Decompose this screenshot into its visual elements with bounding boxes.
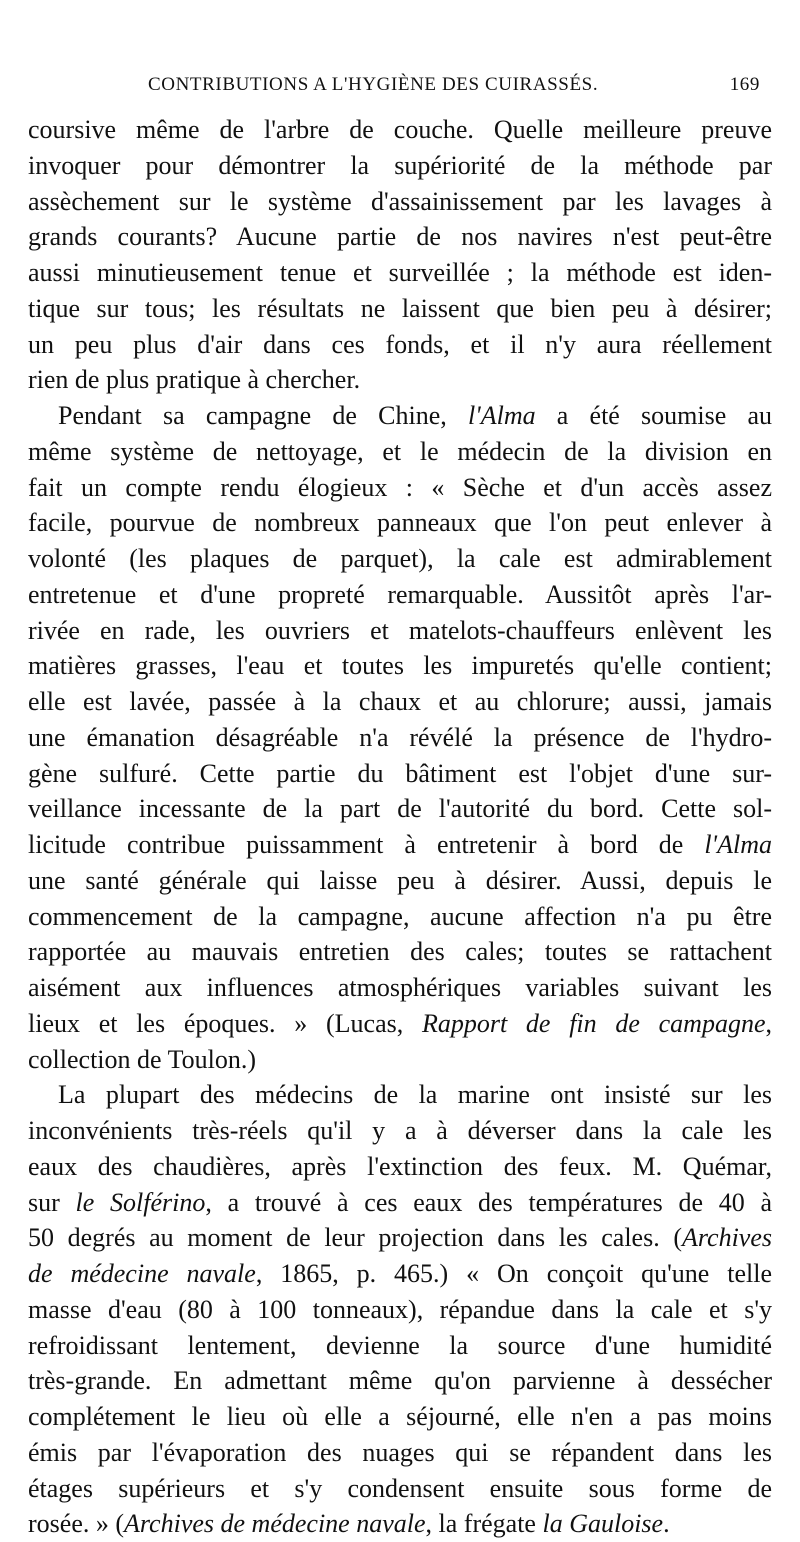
italic-text: la Gauloise — [542, 1509, 664, 1539]
text-segment: une santé générale qui laisse peu à désirer. Aussi, depuis le — [28, 865, 772, 895]
text-line — [28, 1506, 772, 1542]
text-line — [28, 1471, 772, 1507]
text-line — [28, 434, 772, 470]
text-segment: rosée. » ( — [28, 1509, 125, 1539]
text-line — [28, 1185, 772, 1221]
body-text — [28, 112, 772, 1542]
text-segment: étages supérieurs et s'y condensent ensuite sous forme de — [28, 1473, 772, 1503]
text-segment: aussi minutieusement tenue et surveillée ; la méthode est iden- — [28, 258, 772, 287]
text-line — [28, 684, 772, 720]
text-segment: Pendant sa campagne de Chine, — [58, 401, 468, 430]
text-segment: fait un compte rendu élogieux : « Sèche et d'un accès assez — [28, 472, 772, 502]
text-line — [28, 970, 772, 1006]
text-segment: a été soumise au — [535, 401, 773, 430]
text-segment: masse d'eau (80 à 100 tonneaux), répandue dans la cale et s'y — [28, 1294, 772, 1324]
text-line — [28, 291, 772, 327]
text-segment: émis par l'évaporation des nuages qui se répandent dans les — [28, 1437, 772, 1467]
text-line — [28, 577, 772, 613]
text-segment: volonté (les plaques de parquet), la cale est admirablement — [28, 544, 772, 573]
text-segment: eaux des chaudières, après l'extinction des feux. M. Quémar, — [28, 1151, 772, 1181]
text-line — [28, 112, 772, 148]
text-segment: rivée en rade, les ouvriers et matelots-chauffeurs enlèvent les — [28, 615, 772, 645]
italic-text: l'Alma — [704, 830, 772, 859]
text-segment: rien de plus pratique à chercher. — [28, 365, 361, 395]
text-line — [28, 1328, 772, 1364]
text-line — [28, 827, 772, 863]
text-segment: une émanation désagréable n'a révélé la présence de l'hydro- — [28, 722, 772, 752]
text-segment: 50 degrés au moment de leur projection dans les cales. ( — [28, 1223, 682, 1253]
italic-text: de médecine navale — [28, 1259, 256, 1288]
text-segment: collection de Toulon.) — [28, 1044, 257, 1074]
text-segment: très-grande. En admettant même qu'on parvienne à dessécher — [28, 1366, 772, 1396]
text-segment: matières grasses, l'eau et toutes les impuretés qu'elle contient; — [28, 651, 772, 681]
text-segment: grands courants? Aucune partie de nos navires n'est peut-être — [28, 222, 772, 252]
text-segment: La plupart des médecins de la marine ont insisté sur les — [58, 1080, 772, 1110]
text-segment: complétement le lieu où elle a séjourné, elle n'en a pas moins — [28, 1402, 772, 1431]
text-segment: entretenue et d'une propreté remarquable. Aussitôt après l'ar- — [28, 579, 772, 609]
text-segment: elle est lavée, passée à la chaux et au chlorure; aussi, jamais — [28, 687, 772, 716]
text-segment: lieux et les époques. » (Lucas, — [28, 1008, 422, 1038]
text-segment: veillance incessante de la part de l'autorité du bord. Cette sol- — [28, 794, 772, 824]
text-segment: un peu plus d'air dans ces fonds, et il n'y aura réellement — [28, 329, 772, 359]
page-number: 169 — [729, 74, 760, 95]
text-line — [28, 1113, 772, 1149]
text-segment: licitude contribue puissamment à entretenir à bord de — [28, 830, 705, 859]
text-line — [28, 327, 772, 363]
text-line — [28, 470, 772, 506]
text-line — [28, 934, 772, 970]
text-line — [28, 899, 772, 935]
text-line — [28, 863, 772, 899]
text-line — [28, 756, 772, 792]
text-segment: , 1865, p. 465.) « On conçoit qu'une telle — [255, 1259, 773, 1288]
text-segment: même système de nettoyage, et le médecin de la division en — [28, 436, 772, 466]
text-line — [28, 541, 772, 577]
text-line — [28, 1399, 772, 1435]
text-segment: , — [765, 1008, 773, 1038]
text-line — [28, 148, 772, 184]
text-line — [28, 219, 772, 255]
text-line — [28, 398, 772, 434]
text-line — [28, 791, 772, 827]
text-segment: coursive même de l'arbre de couche. Quelle meilleure preuve — [28, 115, 772, 144]
italic-text: l'Alma — [467, 401, 536, 430]
text-segment: invoquer pour démontrer la supériorité de la méthode par — [28, 150, 772, 180]
text-segment: , la frégate — [425, 1509, 543, 1539]
text-segment: facile, pourvue de nombreux panneaux que l'on peut enlever à — [28, 508, 772, 538]
text-line — [28, 720, 772, 756]
text-segment: tique sur tous; les résultats ne laissent que bien peu à désirer; — [28, 293, 772, 323]
italic-text: Archives de médecine navale — [124, 1509, 426, 1539]
text-segment: inconvénients très-réels qu'il y a à déverser dans la cale les — [28, 1116, 772, 1145]
text-segment: assèchement sur le système d'assainissement par les lavages à — [28, 186, 772, 216]
text-segment: . — [663, 1509, 670, 1539]
text-line — [28, 1006, 772, 1042]
italic-text: le Solférino — [75, 1187, 206, 1217]
text-line — [28, 1220, 772, 1256]
text-line — [28, 505, 772, 541]
text-line — [28, 255, 772, 291]
italic-text: Archives — [682, 1223, 772, 1253]
text-segment: , a trouvé à ces eaux des températures de 40 à — [205, 1187, 773, 1217]
text-segment: aisément aux influences atmosphériques variables suivant les — [28, 973, 772, 1002]
text-line — [28, 1149, 772, 1185]
text-segment: sur — [28, 1187, 76, 1217]
text-segment: gène sulfuré. Cette partie du bâtiment est l'objet d'une sur- — [28, 758, 772, 788]
text-segment: commencement de la campagne, aucune affection n'a pu être — [28, 901, 772, 931]
text-line — [28, 1042, 772, 1078]
text-line — [28, 613, 772, 649]
text-line — [28, 648, 772, 684]
italic-text: Rapport de fin de campagne — [421, 1008, 766, 1038]
text-line — [28, 362, 772, 398]
text-line — [28, 1435, 772, 1471]
text-line — [28, 1292, 772, 1328]
text-line — [28, 1077, 772, 1113]
running-title: CONTRIBUTIONS A L'HYGIÈNE DES CUIRASSÉS. — [148, 74, 599, 95]
running-header — [140, 74, 760, 104]
text-segment: refroidissant lentement, devienne la source d'une humidité — [28, 1330, 772, 1360]
text-line — [28, 184, 772, 220]
text-line — [28, 1256, 772, 1292]
text-segment: rapportée au mauvais entretien des cales; toutes se rattachent — [28, 937, 772, 967]
text-line — [28, 1363, 772, 1399]
